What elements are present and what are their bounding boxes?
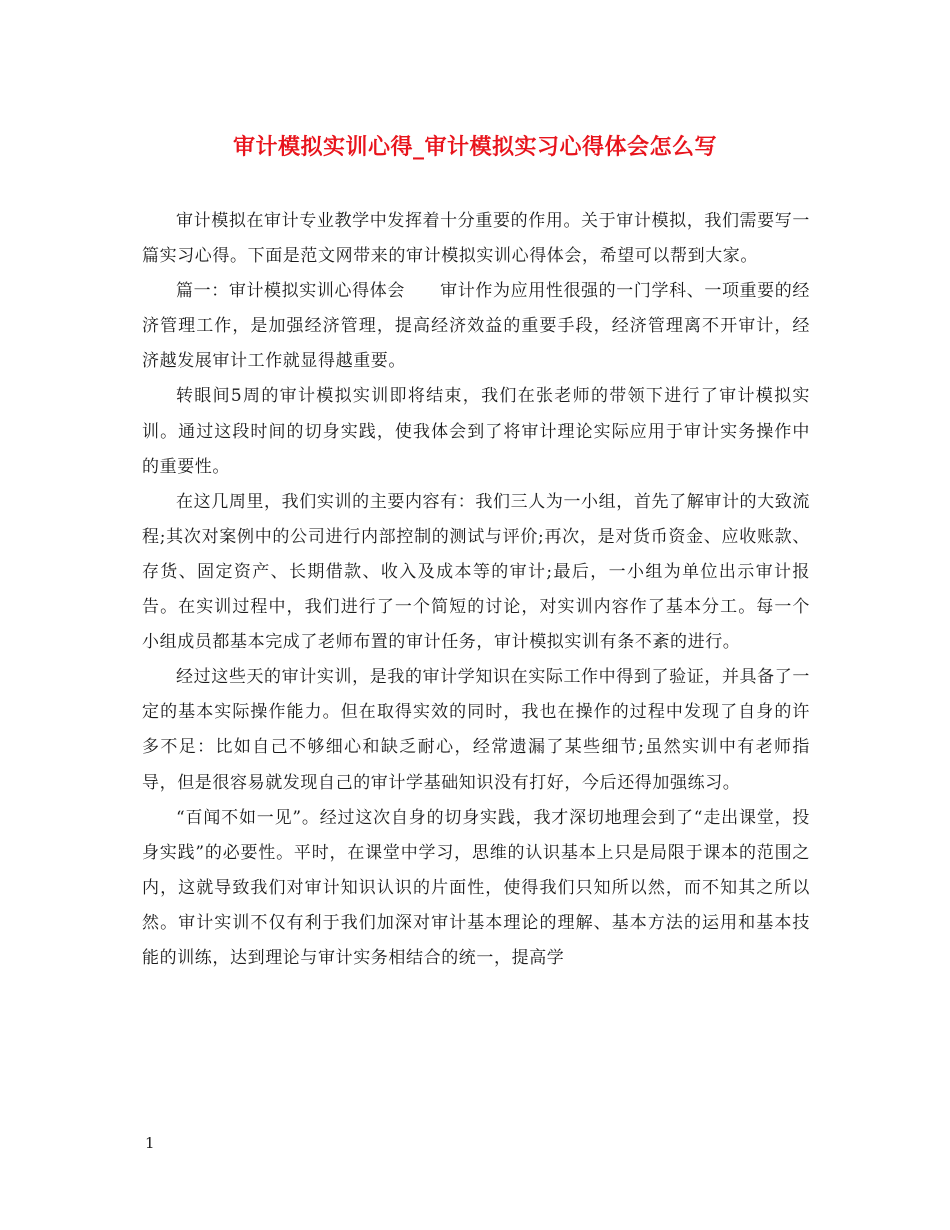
paragraph-five-weeks: 转眼间5周的审计模拟实训即将结束，我们在张老师的带领下进行了审计模拟实训。通过这段时间的切身实践，使我体会到了将审计理论实际应用于审计实务操作中的重要性。 bbox=[142, 386, 810, 477]
paragraph-main-content: 在这几周里，我们实训的主要内容有：我们三人为一小组，首先了解审计的大致流程;其次对案例中的公司进行内部控制的测试与评价;再次，是对货币资金、应收账款、存货、固定资产、长期借款、收入及成本等的审计;最后，一小组为单位出示审计报告。在实训过程中，我们进行了一个简短的讨论，对实训内容作了基本分工。每一个小组成员都基本完成了老师布置的审计任务，审计模拟实训有条不紊的进行。 bbox=[142, 491, 810, 653]
paragraph-section-one: 篇一：审计模拟实训心得体会 审计作为应用性很强的一门学科、一项重要的经济管理工作，是加强经济管理，提高经济效益的重要手段，经济管理离不开审计，经济越发展审计工作就显得越重要。 bbox=[142, 281, 810, 372]
paragraph-intro: 审计模拟在审计专业教学中发挥着十分重要的作用。关于审计模拟，我们需要写一篇实习心得。下面是范文网带来的审计模拟实训心得体会，希望可以帮到大家。 bbox=[142, 211, 810, 267]
paragraph-practice: “百闻不如一见”。经过这次自身的切身实践，我才深切地理会到了“走出课堂，投身实践”的必要性。平时，在课堂中学习，思维的认识基本上只是局限于课本的范围之内，这就导致我们对审计知识认识的片面性，使得我们只知所以然，而不知其之所以然。审计实训不仅有利于我们加深对审计基本理论的理解、基本方法的运用和基本技能的训练，达到理论与审计实务相结合的统一，提高学 bbox=[142, 807, 810, 968]
page-title: 审计模拟实训心得_审计模拟实习心得体会怎么写 bbox=[232, 134, 717, 160]
page-number: 1 bbox=[145, 1134, 155, 1152]
paragraph-experience: 经过这些天的审计实训，是我的审计学知识在实际工作中得到了验证，并具备了一定的基本实际操作能力。但在取得实效的同时，我也在操作的过程中发现了自身的许多不足：比如自己不够细心和缺乏耐心，经常遗漏了某些细节;虽然实训中有老师指导，但是很容易就发现自己的审计学基础知识没有打好，今后还得加强练习。 bbox=[142, 667, 810, 793]
document-body bbox=[142, 204, 810, 976]
